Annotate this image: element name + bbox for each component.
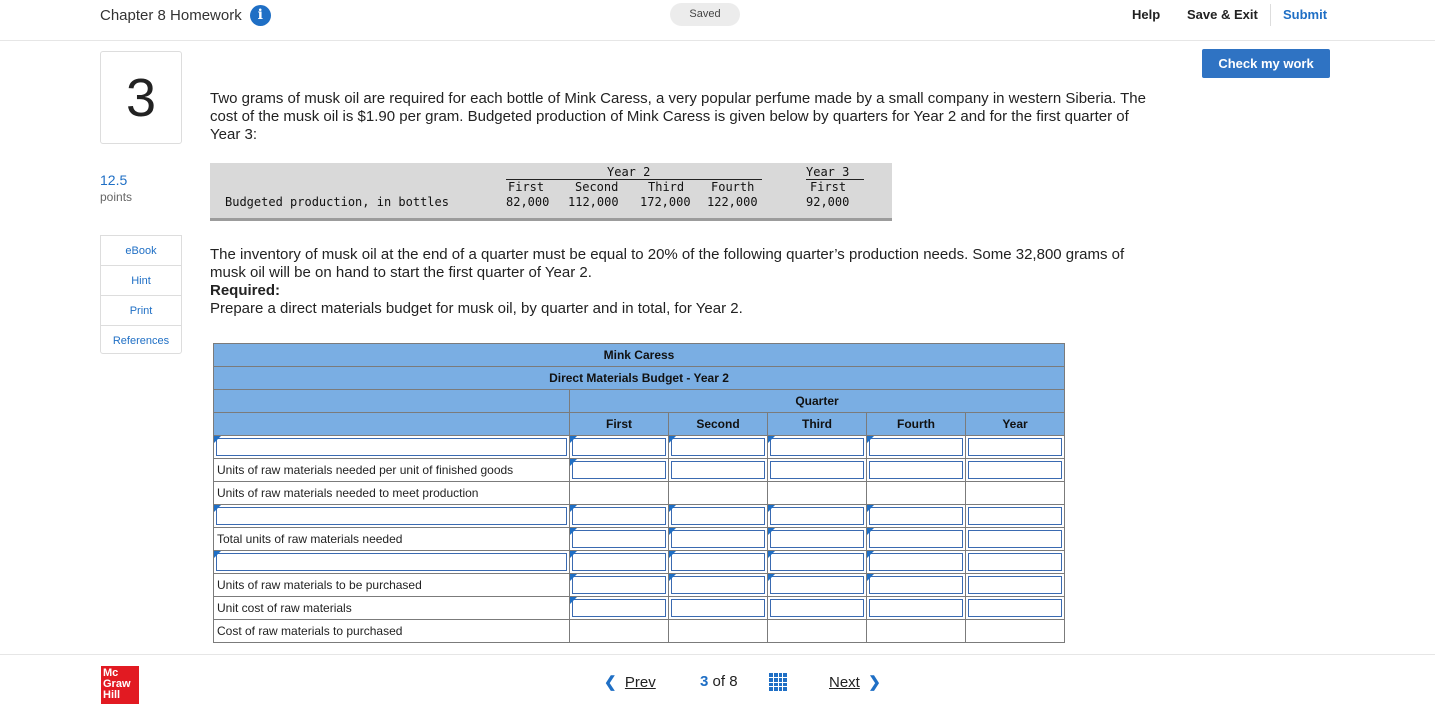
instruction-text: Prepare a direct materials budget for musk oil, by quarter and in total, for Year 2.: [210, 300, 743, 317]
amount-input[interactable]: [572, 461, 666, 479]
amount-input[interactable]: [671, 438, 765, 456]
col-second: Second: [669, 413, 768, 436]
production-table: [210, 163, 892, 221]
dropdown-marker-icon: [570, 436, 577, 443]
dropdown-marker-icon: [214, 505, 221, 512]
year3-quarter-first: First: [810, 180, 847, 194]
amount-input[interactable]: [572, 553, 666, 571]
blank-header-cell: [214, 390, 570, 413]
hint-button[interactable]: Hint: [100, 265, 182, 295]
mcgraw-hill-logo: Mc Graw Hill: [101, 666, 139, 704]
save-exit-link[interactable]: Save & Exit: [1187, 7, 1258, 22]
blank-header-cell: [214, 413, 570, 436]
dropdown-marker-icon: [570, 505, 577, 512]
amount-input[interactable]: [770, 576, 864, 594]
static-cell: [570, 482, 669, 505]
references-button[interactable]: References: [100, 325, 182, 354]
dropdown-marker-icon: [768, 528, 775, 535]
amount-input[interactable]: [770, 530, 864, 548]
col-first: First: [570, 413, 669, 436]
production-value: 122,000: [707, 195, 758, 209]
dropdown-marker-icon: [768, 505, 775, 512]
amount-input[interactable]: [572, 599, 666, 617]
production-value: 172,000: [640, 195, 691, 209]
chevron-left-icon: ❮: [604, 674, 617, 691]
dropdown-marker-icon: [867, 574, 874, 581]
static-cell: [867, 620, 966, 643]
dropdown-marker-icon: [570, 574, 577, 581]
production-value-year3: 92,000: [806, 195, 850, 209]
amount-input[interactable]: [869, 438, 963, 456]
submit-link[interactable]: Submit: [1283, 7, 1328, 22]
table-row: [214, 620, 1065, 643]
row-label: Total units of raw materials needed: [214, 528, 570, 551]
static-cell: [966, 482, 1065, 505]
dropdown-marker-icon: [768, 574, 775, 581]
question-text: Two grams of musk oil are required for each bottle of Mink Caress, a very popular perfume made by a small company in western Siberia. The cost of the musk oil is $1.90 per gram. Budgeted production of Mink Caress is given below by quarters for Year 2 and for the first quarter of Year 3:: [210, 90, 1146, 143]
dropdown-marker-icon: [669, 505, 676, 512]
table-row: [214, 597, 1065, 620]
table-row: [214, 528, 1065, 551]
dropdown-marker-icon: [570, 459, 577, 466]
print-button[interactable]: Print: [100, 295, 182, 325]
table-row: [214, 551, 1065, 574]
label-select[interactable]: [216, 438, 567, 456]
amount-input[interactable]: [770, 507, 864, 525]
amount-input[interactable]: [968, 599, 1062, 617]
points-label: points: [100, 190, 133, 204]
dropdown-marker-icon: [669, 436, 676, 443]
amount-input[interactable]: [770, 553, 864, 571]
production-value: 112,000: [568, 195, 619, 209]
table-row: [214, 505, 1065, 528]
label-dropdown[interactable]: [214, 551, 570, 574]
col-year: Year: [966, 413, 1065, 436]
static-cell: [768, 482, 867, 505]
top-bar: [0, 0, 1435, 41]
question-number: 3: [100, 51, 182, 144]
dropdown-marker-icon: [214, 436, 221, 443]
amount-input[interactable]: [770, 438, 864, 456]
row-label: Unit cost of raw materials: [214, 597, 570, 620]
table-row: [214, 574, 1065, 597]
quarter-group-header: Quarter: [570, 390, 1065, 413]
dropdown-marker-icon: [867, 505, 874, 512]
next-button[interactable]: Next ❯: [829, 674, 881, 691]
amount-input[interactable]: [869, 507, 963, 525]
label-dropdown[interactable]: [214, 436, 570, 459]
assignment-title: Chapter 8 Homework i: [100, 5, 271, 26]
row-label: Units of raw materials needed to meet production: [214, 482, 570, 505]
points-box: [100, 172, 132, 204]
quarter-first: First: [508, 180, 545, 194]
amount-input[interactable]: [968, 530, 1062, 548]
dropdown-marker-icon: [570, 597, 577, 604]
static-cell: [768, 620, 867, 643]
dropdown-marker-icon: [768, 551, 775, 558]
amount-input[interactable]: [671, 576, 765, 594]
divider: [1270, 4, 1271, 26]
direct-materials-budget-table: [213, 343, 1065, 643]
budget-subtitle: Direct Materials Budget - Year 2: [214, 367, 1065, 390]
col-fourth: Fourth: [867, 413, 966, 436]
amount-input[interactable]: [572, 576, 666, 594]
static-cell: [669, 620, 768, 643]
budget-company-title: Mink Caress: [214, 344, 1065, 367]
row-label: Units of raw materials to be purchased: [214, 574, 570, 597]
label-select[interactable]: [216, 507, 567, 525]
year3-header: Year 3: [806, 165, 850, 179]
amount-input[interactable]: [869, 461, 963, 479]
static-cell: [966, 620, 1065, 643]
table-row: [214, 436, 1065, 459]
amount-input[interactable]: [968, 507, 1062, 525]
prev-button[interactable]: ❮ Prev: [604, 674, 656, 691]
table-row: [214, 482, 1065, 505]
amount-input[interactable]: [671, 461, 765, 479]
dropdown-marker-icon: [669, 574, 676, 581]
row-label: Units of raw materials needed per unit of finished goods: [214, 459, 570, 482]
dropdown-marker-icon: [867, 528, 874, 535]
quarter-second: Second: [575, 180, 619, 194]
grid-icon[interactable]: [769, 673, 787, 691]
dropdown-marker-icon: [669, 551, 676, 558]
amount-input[interactable]: [671, 507, 765, 525]
quarter-fourth: Fourth: [711, 180, 755, 194]
ebook-button[interactable]: eBook: [100, 235, 182, 265]
chevron-right-icon: ❯: [868, 674, 881, 691]
question-text-2: [210, 246, 1150, 318]
static-cell: [669, 482, 768, 505]
amount-input[interactable]: [572, 507, 666, 525]
amount-input[interactable]: [968, 438, 1062, 456]
static-cell: [570, 620, 669, 643]
points-value: 12.5: [100, 172, 128, 188]
amount-input[interactable]: [671, 530, 765, 548]
amount-input[interactable]: [869, 599, 963, 617]
label-select[interactable]: [216, 553, 567, 571]
production-row-label: Budgeted production, in bottles: [225, 195, 449, 209]
label-dropdown[interactable]: [214, 505, 570, 528]
side-buttons: [100, 235, 182, 354]
page-indicator: 3 of 8: [700, 673, 738, 690]
help-link[interactable]: Help: [1132, 7, 1161, 22]
amount-input[interactable]: [671, 553, 765, 571]
dropdown-marker-icon: [570, 551, 577, 558]
amount-input[interactable]: [770, 599, 864, 617]
quarter-third: Third: [648, 180, 685, 194]
amount-input[interactable]: [572, 530, 666, 548]
dropdown-marker-icon: [768, 436, 775, 443]
table-row: [214, 459, 1065, 482]
amount-input[interactable]: [869, 576, 963, 594]
dropdown-marker-icon: [669, 528, 676, 535]
amount-input[interactable]: [671, 599, 765, 617]
production-value: 82,000: [506, 195, 550, 209]
dropdown-marker-icon: [570, 528, 577, 535]
info-icon[interactable]: i: [250, 5, 271, 26]
row-label: Cost of raw materials to purchased: [214, 620, 570, 643]
check-my-work-button[interactable]: Check my work: [1202, 49, 1330, 78]
amount-input[interactable]: [968, 576, 1062, 594]
saved-status: Saved: [670, 3, 740, 26]
amount-input[interactable]: [968, 461, 1062, 479]
static-cell: [867, 482, 966, 505]
amount-input[interactable]: [968, 553, 1062, 571]
inventory-text: The inventory of musk oil at the end of a quarter must be equal to 20% of the following quarter’s production needs. Some 32,800 grams of musk oil will be on hand to start the first quarter of Year 2.: [210, 246, 1125, 281]
col-third: Third: [768, 413, 867, 436]
required-label: Required:: [210, 282, 281, 299]
dropdown-marker-icon: [867, 436, 874, 443]
amount-input[interactable]: [869, 553, 963, 571]
amount-input[interactable]: [770, 461, 864, 479]
dropdown-marker-icon: [867, 551, 874, 558]
dropdown-marker-icon: [214, 551, 221, 558]
year2-header: Year 2: [607, 165, 651, 179]
amount-input[interactable]: [572, 438, 666, 456]
amount-input[interactable]: [869, 530, 963, 548]
